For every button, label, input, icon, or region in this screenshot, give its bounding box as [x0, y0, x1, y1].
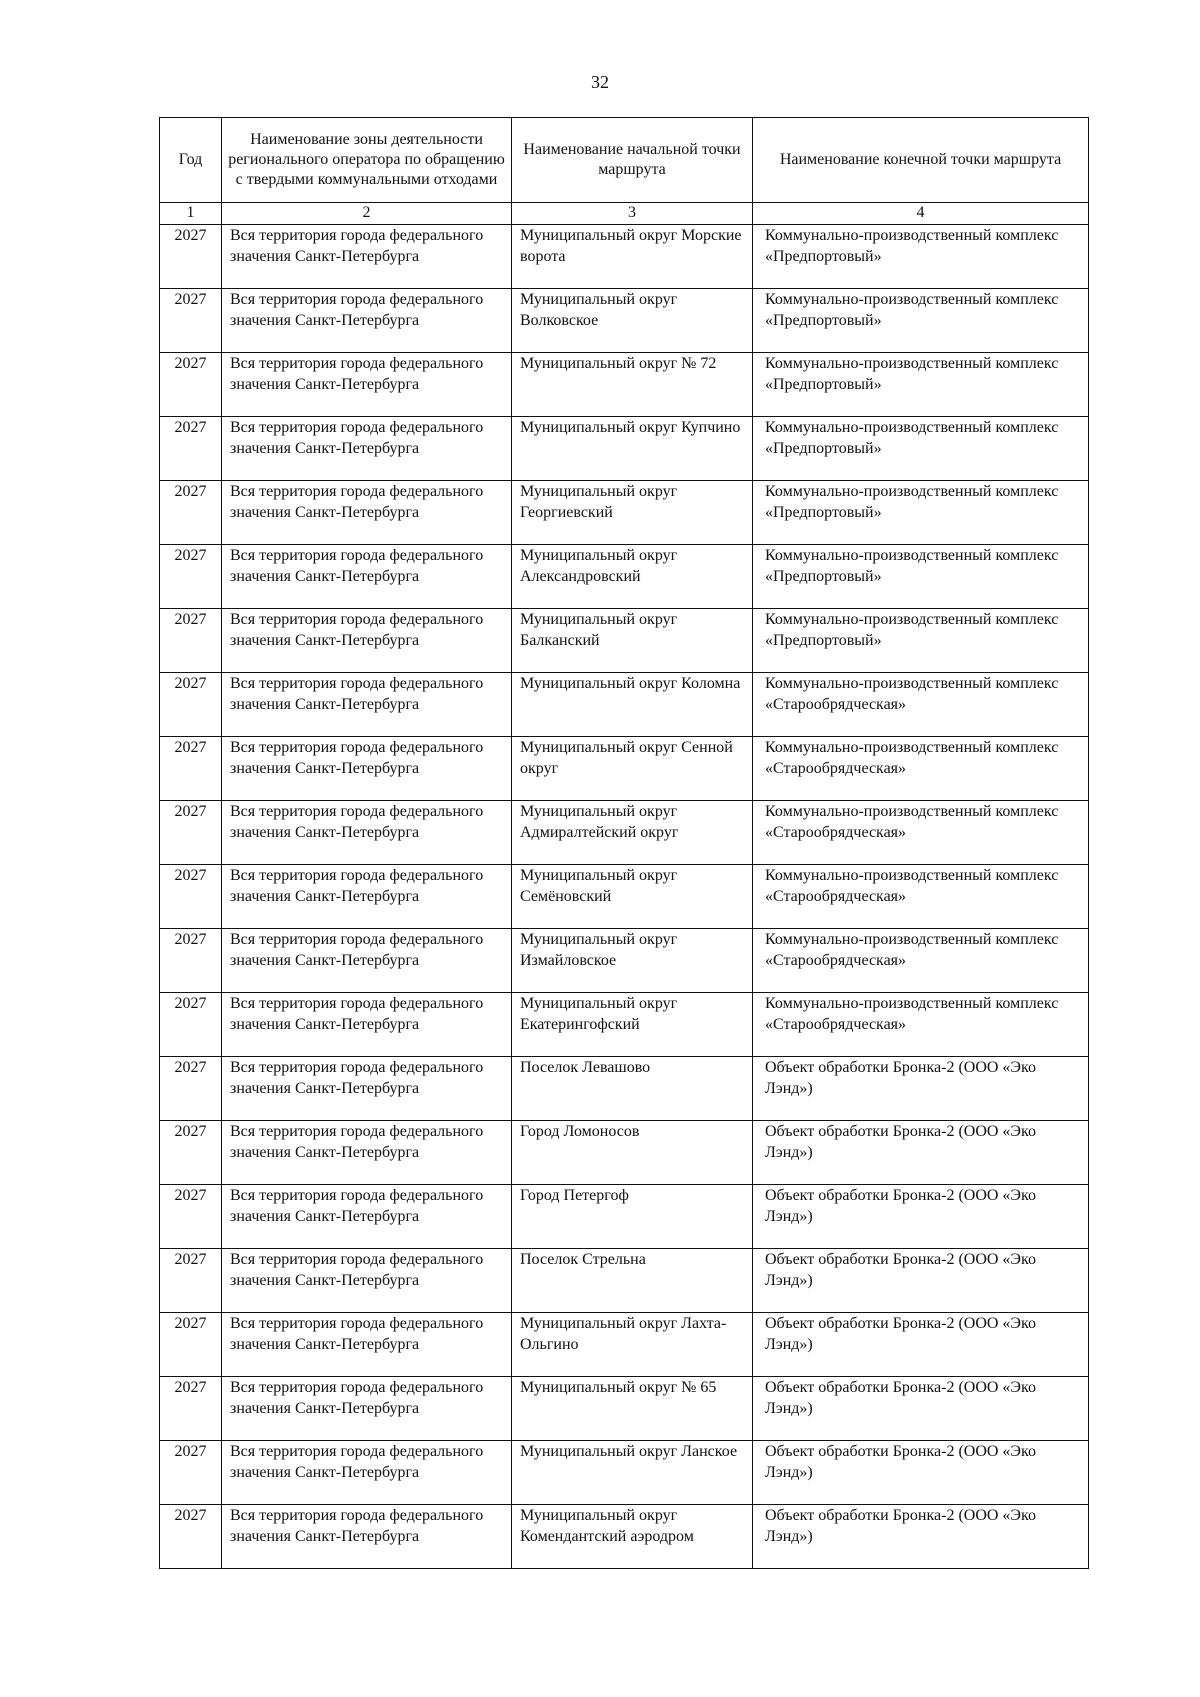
end-point-cell: Коммунально-производственный комплекс «Предпортовый» — [753, 225, 1089, 289]
start-point-cell: Муниципальный округ Екатерингофский — [512, 993, 753, 1057]
start-point-cell: Поселок Стрельна — [512, 1249, 753, 1313]
table-row — [160, 865, 1089, 929]
year-cell: 2027 — [160, 1121, 222, 1185]
table-row — [160, 225, 1089, 289]
column-number: 1 — [160, 203, 222, 225]
table-row — [160, 1313, 1089, 1377]
start-point-cell: Муниципальный округ Георгиевский — [512, 481, 753, 545]
zone-cell: Вся территория города федерального значения Санкт-Петербурга — [222, 673, 512, 737]
end-point-cell: Коммунально-производственный комплекс «Старообрядческая» — [753, 737, 1089, 801]
table-row — [160, 1057, 1089, 1121]
end-point-cell: Объект обработки Бронка-2 (ООО «Эко Лэнд») — [753, 1185, 1089, 1249]
year-cell: 2027 — [160, 289, 222, 353]
end-point-cell: Коммунально-производственный комплекс «Предпортовый» — [753, 545, 1089, 609]
zone-cell: Вся территория города федерального значения Санкт-Петербурга — [222, 1121, 512, 1185]
year-cell: 2027 — [160, 1057, 222, 1121]
table-row — [160, 1121, 1089, 1185]
zone-cell: Вся территория города федерального значения Санкт-Петербурга — [222, 1377, 512, 1441]
table-row — [160, 1377, 1089, 1441]
end-point-cell: Объект обработки Бронка-2 (ООО «Эко Лэнд») — [753, 1441, 1089, 1505]
year-cell: 2027 — [160, 673, 222, 737]
start-point-cell: Муниципальный округ Балканский — [512, 609, 753, 673]
column-number: 3 — [512, 203, 753, 225]
zone-cell: Вся территория города федерального значения Санкт-Петербурга — [222, 353, 512, 417]
zone-cell: Вся территория города федерального значения Санкт-Петербурга — [222, 929, 512, 993]
column-number-row — [160, 203, 1089, 225]
start-point-cell: Муниципальный округ Коломна — [512, 673, 753, 737]
end-point-cell: Коммунально-производственный комплекс «Старообрядческая» — [753, 865, 1089, 929]
table-row — [160, 481, 1089, 545]
zone-cell: Вся территория города федерального значения Санкт-Петербурга — [222, 1249, 512, 1313]
end-point-cell: Коммунально-производственный комплекс «Предпортовый» — [753, 289, 1089, 353]
end-point-cell: Коммунально-производственный комплекс «Предпортовый» — [753, 609, 1089, 673]
routes-table — [159, 117, 1089, 1569]
table-row — [160, 929, 1089, 993]
year-cell: 2027 — [160, 417, 222, 481]
table-row — [160, 289, 1089, 353]
year-cell: 2027 — [160, 929, 222, 993]
table-row — [160, 1441, 1089, 1505]
zone-cell: Вся территория города федерального значения Санкт-Петербурга — [222, 225, 512, 289]
table-row — [160, 993, 1089, 1057]
zone-cell: Вся территория города федерального значения Санкт-Петербурга — [222, 801, 512, 865]
year-cell: 2027 — [160, 1505, 222, 1569]
year-cell: 2027 — [160, 801, 222, 865]
start-point-cell: Муниципальный округ Ланское — [512, 1441, 753, 1505]
zone-cell: Вся территория города федерального значения Санкт-Петербурга — [222, 545, 512, 609]
zone-cell: Вся территория города федерального значения Санкт-Петербурга — [222, 609, 512, 673]
table-row — [160, 1505, 1089, 1569]
zone-cell: Вся территория города федерального значения Санкт-Петербурга — [222, 1441, 512, 1505]
end-point-cell: Коммунально-производственный комплекс «Предпортовый» — [753, 481, 1089, 545]
zone-cell: Вся территория города федерального значения Санкт-Петербурга — [222, 289, 512, 353]
table-row — [160, 737, 1089, 801]
table-row — [160, 353, 1089, 417]
year-cell: 2027 — [160, 1185, 222, 1249]
end-point-cell: Объект обработки Бронка-2 (ООО «Эко Лэнд») — [753, 1505, 1089, 1569]
start-point-cell: Город Петергоф — [512, 1185, 753, 1249]
end-point-cell: Объект обработки Бронка-2 (ООО «Эко Лэнд») — [753, 1313, 1089, 1377]
year-cell: 2027 — [160, 225, 222, 289]
table-row — [160, 673, 1089, 737]
table-row — [160, 609, 1089, 673]
end-point-cell: Коммунально-производственный комплекс «Предпортовый» — [753, 353, 1089, 417]
year-cell: 2027 — [160, 737, 222, 801]
header-end-point: Наименование конечной точки маршрута — [753, 118, 1089, 203]
year-cell: 2027 — [160, 1377, 222, 1441]
end-point-cell: Коммунально-производственный комплекс «Старообрядческая» — [753, 673, 1089, 737]
end-point-cell: Объект обработки Бронка-2 (ООО «Эко Лэнд») — [753, 1057, 1089, 1121]
year-cell: 2027 — [160, 993, 222, 1057]
table-body — [160, 225, 1089, 1569]
page-number: 32 — [591, 72, 609, 92]
year-cell: 2027 — [160, 865, 222, 929]
year-cell: 2027 — [160, 1441, 222, 1505]
zone-cell: Вся территория города федерального значения Санкт-Петербурга — [222, 417, 512, 481]
table-row — [160, 1249, 1089, 1313]
end-point-cell: Объект обработки Бронка-2 (ООО «Эко Лэнд») — [753, 1121, 1089, 1185]
zone-cell: Вся территория города федерального значения Санкт-Петербурга — [222, 737, 512, 801]
column-number: 2 — [222, 203, 512, 225]
table-row — [160, 417, 1089, 481]
zone-cell: Вся территория города федерального значения Санкт-Петербурга — [222, 1057, 512, 1121]
year-cell: 2027 — [160, 353, 222, 417]
start-point-cell: Муниципальный округ Адмиралтейский округ — [512, 801, 753, 865]
end-point-cell: Коммунально-производственный комплекс «Старообрядческая» — [753, 993, 1089, 1057]
end-point-cell: Объект обработки Бронка-2 (ООО «Эко Лэнд») — [753, 1249, 1089, 1313]
table-header-row — [160, 118, 1089, 203]
zone-cell: Вся территория города федерального значения Санкт-Петербурга — [222, 1313, 512, 1377]
zone-cell: Вся территория города федерального значения Санкт-Петербурга — [222, 993, 512, 1057]
start-point-cell: Муниципальный округ Лахта-Ольгино — [512, 1313, 753, 1377]
end-point-cell: Объект обработки Бронка-2 (ООО «Эко Лэнд») — [753, 1377, 1089, 1441]
end-point-cell: Коммунально-производственный комплекс «Предпортовый» — [753, 417, 1089, 481]
year-cell: 2027 — [160, 1249, 222, 1313]
zone-cell: Вся территория города федерального значения Санкт-Петербурга — [222, 865, 512, 929]
table-row — [160, 801, 1089, 865]
start-point-cell: Муниципальный округ № 65 — [512, 1377, 753, 1441]
start-point-cell: Город Ломоносов — [512, 1121, 753, 1185]
zone-cell: Вся территория города федерального значения Санкт-Петербурга — [222, 1185, 512, 1249]
start-point-cell: Муниципальный округ Сенной округ — [512, 737, 753, 801]
year-cell: 2027 — [160, 545, 222, 609]
start-point-cell: Муниципальный округ Измайловское — [512, 929, 753, 993]
column-number: 4 — [753, 203, 1089, 225]
header-zone: Наименование зоны деятельности регионального оператора по обращению с твердыми коммунальными отходами — [222, 118, 512, 203]
table-row — [160, 545, 1089, 609]
table-row — [160, 1185, 1089, 1249]
zone-cell: Вся территория города федерального значения Санкт-Петербурга — [222, 1505, 512, 1569]
year-cell: 2027 — [160, 609, 222, 673]
start-point-cell: Муниципальный округ Купчино — [512, 417, 753, 481]
zone-cell: Вся территория города федерального значения Санкт-Петербурга — [222, 481, 512, 545]
header-year: Год — [160, 118, 222, 203]
year-cell: 2027 — [160, 481, 222, 545]
start-point-cell: Муниципальный округ Александровский — [512, 545, 753, 609]
start-point-cell: Муниципальный округ № 72 — [512, 353, 753, 417]
start-point-cell: Муниципальный округ Волковское — [512, 289, 753, 353]
start-point-cell: Муниципальный округ Семёновский — [512, 865, 753, 929]
start-point-cell: Муниципальный округ Комендантский аэродром — [512, 1505, 753, 1569]
end-point-cell: Коммунально-производственный комплекс «Старообрядческая» — [753, 801, 1089, 865]
header-start-point: Наименование начальной точки маршрута — [512, 118, 753, 203]
year-cell: 2027 — [160, 1313, 222, 1377]
start-point-cell: Поселок Левашово — [512, 1057, 753, 1121]
start-point-cell: Муниципальный округ Морские ворота — [512, 225, 753, 289]
end-point-cell: Коммунально-производственный комплекс «Старообрядческая» — [753, 929, 1089, 993]
